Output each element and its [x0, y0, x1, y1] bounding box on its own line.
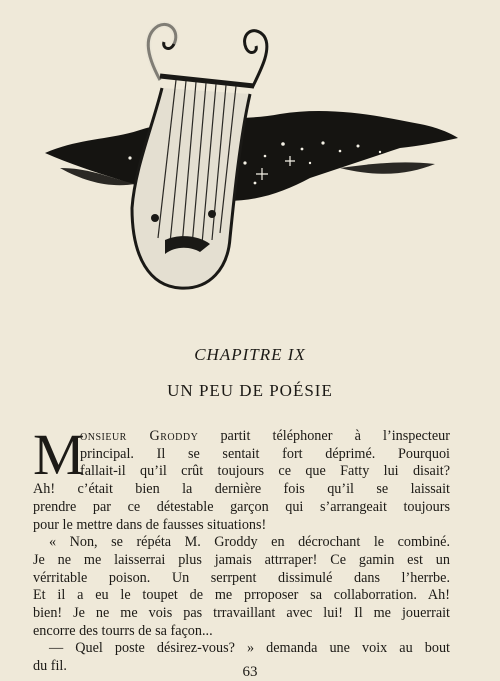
- text-line: pour le mettre dans de fausses situations!: [33, 516, 267, 533]
- text-line: du fil.: [33, 658, 67, 675]
- text-line: fallait-il qu’il crût toujours ce que Fatty lui disait?: [80, 463, 450, 480]
- text-line: vérritable poison. Un serrpent dissimulé dans l’herrbe.: [33, 569, 450, 586]
- paragraph: [33, 422, 450, 534]
- lyre-illustration: [40, 18, 460, 296]
- text-line: bien! Je ne me vois pas trravaillant avec lui! Il me jouerrait: [33, 605, 450, 622]
- text-line: Et il a eu le toupet de me prroposer sa collaborration. Ah!: [33, 587, 450, 604]
- text-line: — Quel poste désirez-vous? » demanda une voix au bout: [49, 640, 450, 657]
- character-name: onsieur Groddy: [80, 428, 199, 444]
- chapter-title: UN PEU DE POÉSIE: [167, 381, 333, 400]
- page-number: 63: [242, 664, 258, 680]
- text-line: « Non, se répéta M. Groddy en décrochant le combiné.: [49, 534, 450, 551]
- text-line: Je ne me laisserrai plus jamais attrraper! Ce gamin est un: [33, 551, 450, 568]
- text-line: encorre des tourrs de sa façon...: [33, 622, 213, 639]
- drop-cap: M: [33, 422, 85, 487]
- text-fragment: partit téléphoner à l’inspecteur: [198, 428, 450, 444]
- chapter-body: [33, 422, 450, 676]
- text-line: [33, 428, 450, 446]
- text-line: Ah! c’était bien la dernière fois qu’il se laissait: [33, 481, 450, 498]
- chapter-number: CHAPITRE IX: [194, 345, 306, 364]
- text-line: prendre par ce détestable garçon qui s’arrangeait toujours: [33, 498, 450, 515]
- starry-cloud-icon: [45, 111, 458, 201]
- text-line: principal. Il se sentait fort déprimé. Pourquoi: [80, 445, 450, 462]
- paragraph: [33, 534, 450, 640]
